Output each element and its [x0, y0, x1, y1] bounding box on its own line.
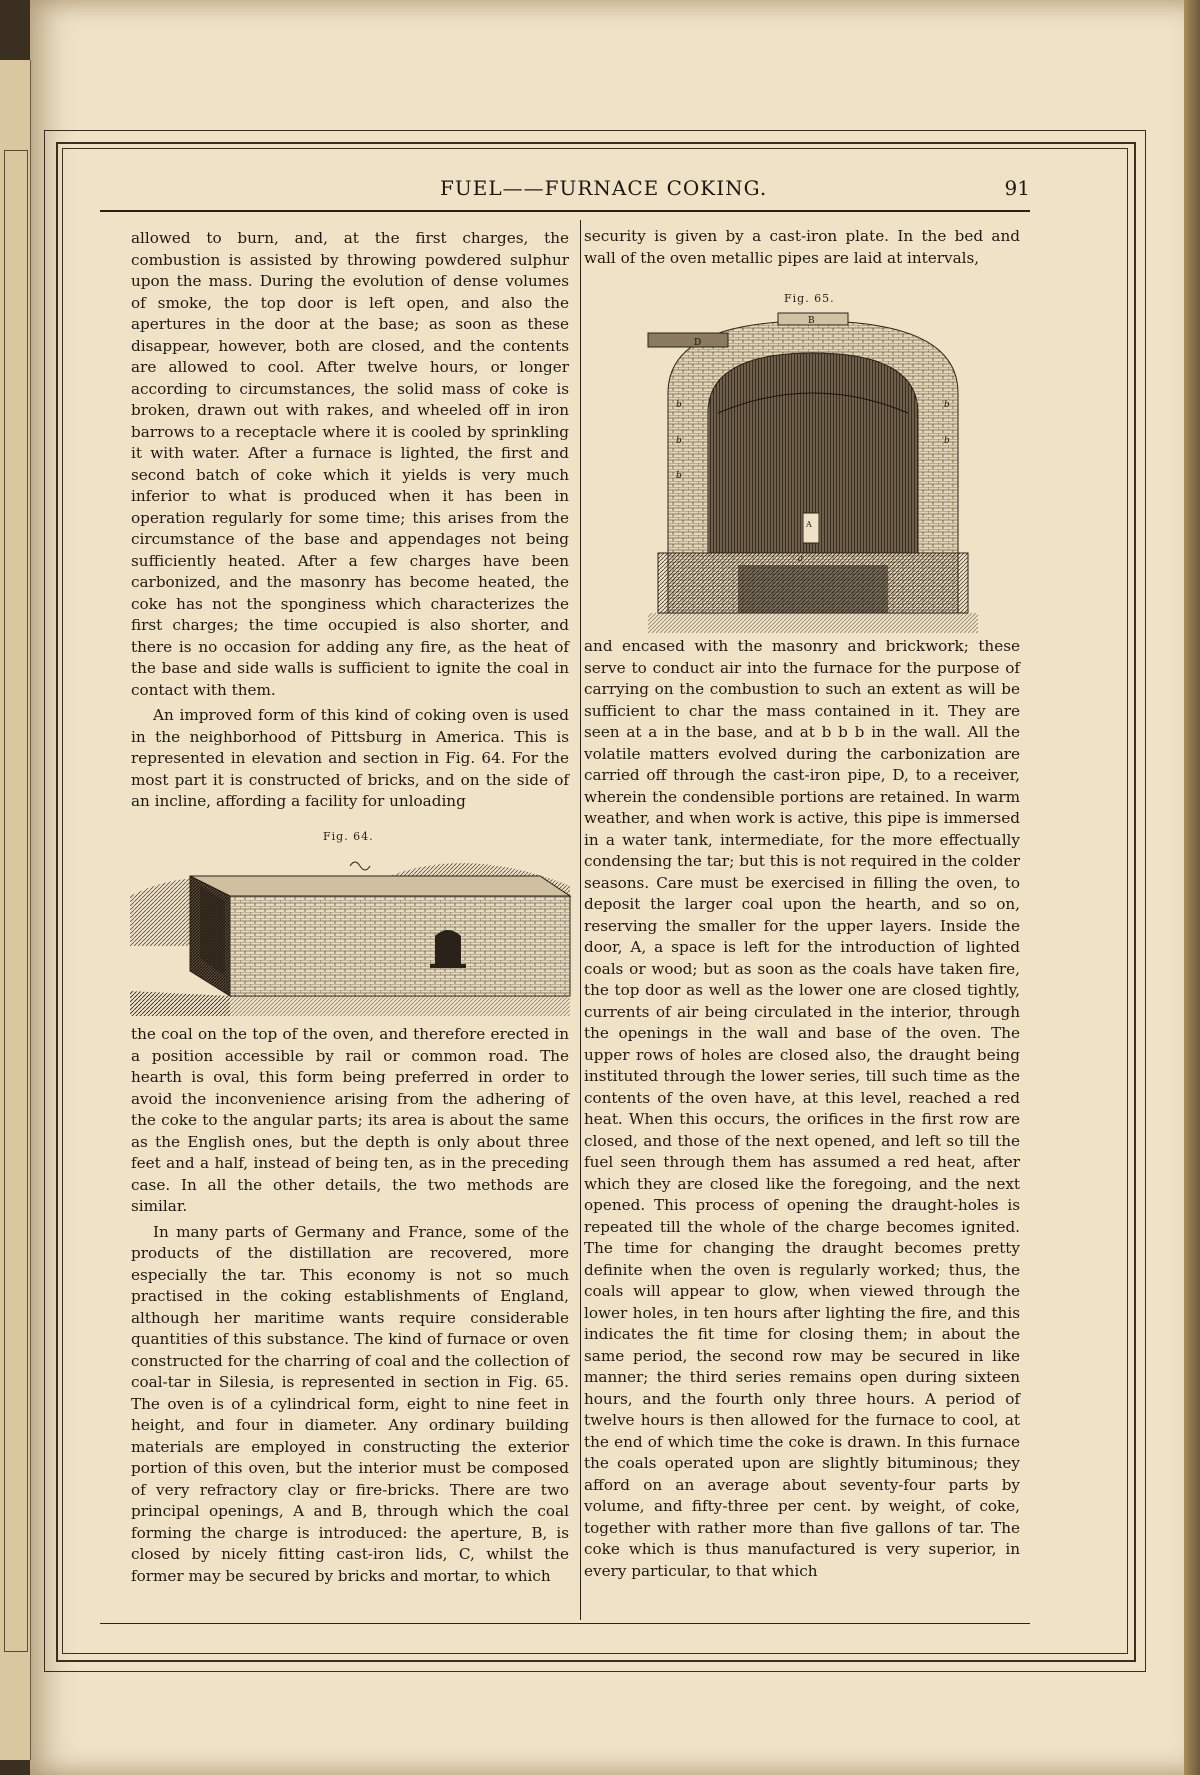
svg-text:b: b: [676, 471, 682, 481]
column-left-bottom: [131, 1024, 569, 1592]
svg-text:b: b: [676, 400, 682, 410]
svg-text:b: b: [944, 436, 950, 446]
column-divider: [580, 220, 581, 1620]
paragraph: the coal on the top of the oven, and therefore erected in a position accessible by rail or common road. The hearth is oval, this form being preferred in order to avoid the inconvenience arising from the adhering of the coke to the angular parts; its area is about the same as the English ones, but the depth is only about three feet and a half, instead of being ten, as in the preceding case. In all the other details, the two methods are similar.: [131, 1025, 569, 1215]
svg-text:D: D: [694, 338, 702, 348]
figure-65-silesian-oven-section: [648, 313, 978, 633]
figure-64-coke-oven-engraving: [130, 846, 570, 1016]
facing-page-edge: [0, 60, 31, 1760]
paragraph: security is given by a cast-iron plate. In the bed and wall of the oven metallic pipes are laid at intervals,: [584, 227, 1020, 267]
paragraph: An improved form of this kind of coking oven is used in the neighborhood of Pittsburg in America. This is represented in elevation and section in Fig. 64. For the most part it is constructed of bricks, and on the side of an incline, affording a facility for unloading: [131, 706, 569, 810]
running-title: FUEL——FURNACE COKING.: [440, 176, 768, 200]
book-edge: [1184, 0, 1200, 1775]
figure-65-caption: Fig. 65.: [784, 292, 835, 305]
bottom-rule: [100, 1623, 1030, 1624]
column-left-top: [131, 228, 569, 810]
column-right-bottom: [584, 636, 1020, 1596]
paragraph: allowed to burn, and, at the first charges, the combustion is assisted by throwing powdered sulphur upon the mass. During the evolution of dense volumes of smoke, the top door is left open, and also the apertures in the door at the base; as soon as these disappear, however, both are closed, and the contents are allowed to cool. After twelve hours, or longer according to circumstances, the solid mass of coke is broken, drawn out with rakes, and wheeled off in iron barrows to a receptacle where it is cooled by sprinkling it with water. After a furnace is lighted, the first and second batch of coke which it yields is very much inferior to what is produced when it has been in operation regularly for some time; this arises from the circumstance of the base and appendages not being sufficiently heated. After a few charges have been carbonized, and the masonry has become heated, the coke has not the sponginess which characterizes the first charges; the time occupied is also shorter, and there is no occasion for adding any fire, as the heat of the base and side walls is sufficient to ignite the coal in contact with them.: [131, 229, 569, 699]
figure-64-caption: Fig. 64.: [323, 830, 374, 843]
svg-text:A: A: [806, 520, 812, 529]
svg-text:a: a: [798, 554, 803, 563]
svg-text:B: B: [808, 316, 815, 326]
column-right-top: [584, 226, 1020, 272]
running-header: [100, 174, 1030, 208]
paragraph: In many parts of Germany and France, some of the products of the distillation are recovered, more especially the tar. This economy is not so much practised in the coking establishments of England, although her maritime wants require considerable quantities of this substance. The kind of furnace or oven constructed for the charring of coal and the collection of coal-tar in Silesia, is represented in section in Fig. 65. The oven is of a cylindrical form, eight to nine feet in height, and four in diameter. Any ordinary building materials are employed in constructing the exterior portion of this oven, but the interior must be composed of very refractory clay or fire-bricks. There are two principal openings, A and B, through which the coal forming the charge is introduced: the aperture, B, is closed by nicely fitting cast-iron lids, C, whilst the former may be secured by bricks and mortar, to which: [131, 1222, 569, 1585]
svg-text:b: b: [676, 436, 682, 446]
paragraph: and encased with the masonry and brickwork; these serve to conduct air into the furnace for the purpose of carrying on the combustion to such an extent as will be sufficient to char the mass contained in it. They are seen at a in the base, and at b b b in the wall. All the volatile matters evolved during the carbonization are carried off through the cast-iron pipe, D, to a receiver, wherein the condensible portions are retained. In warm weather, and when work is active, this pipe is immersed in a water tank, intermediate, for the more effectually condensing the tar; but this is not required in the colder seasons. Care must be exercised in filling the oven, to deposit the larger coal upon the hearth, and so on, reserving the smaller for the upper layers. Inside the door, A, a space is left for the introduction of lighted coals or wood; but as soon as the coals have taken fire, the top door as well as the lower one are closed tightly, currents of air being circulated in the interior, through the openings in the wall and base of the oven. The upper rows of holes are closed also, the draught being instituted through the lower series, till such time as the contents of the oven have, at this level, reached a red heat. When this occurs, the orifices in the first row are closed, and those of the next opened, and left so till the fuel seen through them has assumed a red heat, after which they are closed like the foregoing, and the next opened. This process of opening the draught-holes is repeated till the whole of the charge becomes ignited. The time for changing the draught becomes pretty definite when the oven is regularly worked; thus, the coals will appear to glow, when viewed through the lower holes, in ten hours after lighting the fire, and this indicates the fit time for closing them; in about the same period, the second row may be secured in like manner; the third series remains open during sixteen hours, and the fourth only three hours. A period of twelve hours is then allowed for the furnace to cool, at the end of which time the coke is drawn. In this furnace the coals operated upon are slightly bituminous; they afford on an average about seventy-four parts by volume, and fifty-three per cent. by weight, of coke, together with rather more than five gallons of tar. The coke which is thus manufactured is very superior, in every particular, to that which: [584, 637, 1020, 1580]
page-number: 91: [1004, 176, 1030, 200]
svg-text:b: b: [944, 400, 950, 410]
